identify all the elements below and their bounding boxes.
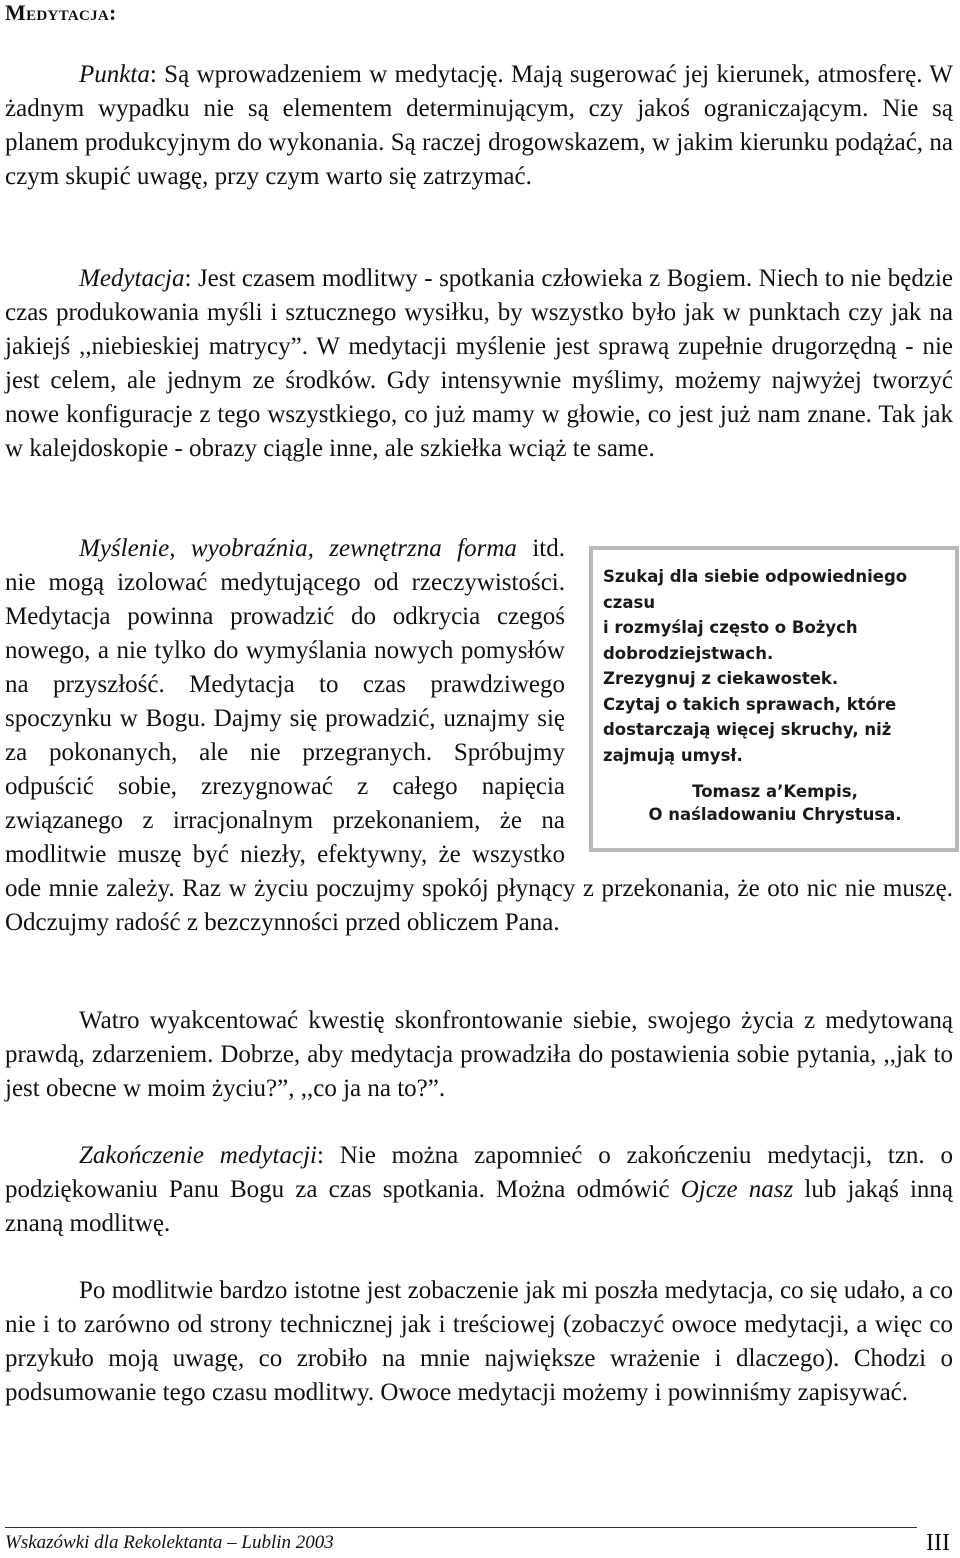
paragraph-punkta-text: : Są wprowadzeniem w medytację. Mają sugerować jej kierunek, atmosferę. W żadnym wypadku nie są elementem determinującym, czy jakoś ograniczającym. Nie są planem produkcyjnym do wykonania. Są raczej drogowskazem, w jakim kierunku podążać, na czym skupić uwagę, przy czym warto się zatrzymać. [5,61,953,190]
paragraph-po-modlitwie [5,1274,953,1410]
quote-line: Czytaj o takich sprawach, które dostarczają więcej skruchy, niż zajmują umysł. [603,694,897,765]
quote-line: i rozmyślaj często o Bożych dobrodziejstwach. [603,618,858,663]
quote-line: Zrezygnuj z ciekawostek. [603,669,839,688]
term-punkta: Punkta [79,61,150,88]
quote-box [589,546,959,852]
quote-work: O naśladowaniu Chrystusa. [648,805,902,824]
paragraph-medytacja [5,262,953,466]
paragraph-watro-text: Watro wyakcentować kwestię skonfrontowanie siebie, swojego życia z medytowaną prawdą, zdarzeniem. Dobrze, aby medytacja prowadziła do postawienia sobie pytania, ,,jak to jest obecne w moim życiu?”, ,,co ja na to?”. [5,1007,953,1102]
paragraph-zakonczenie-text-b: lub jakąś inną znaną modlitwę. [5,1176,953,1237]
paragraph-watro [5,1004,953,1106]
page-number: III [926,1530,950,1556]
section-heading: Medytacja: [5,0,117,25]
paragraph-myslenie-text: itd. nie mogą izolować medytującego od rzeczywistości. Medytacja powinna prowadzić do odkrycia czegoś nowego, a nie tylko do wymyślania nowych pomysłów na przyszłość. Medytacja to czas prawdziwego spoczynku w Bogu. Dajmy się prowadzić, uznajmy się za pokonanych, ale nie przegranych. Spróbujmy odpuścić sobie, zrezygnować z całego napięcia związanego z irracjonalnym przekonaniem, że na modlitwie muszę być niezły, efektywny, że wszystko ode mnie zależy. Raz w życiu poczujmy spokój płynący z przekonania, że oto nic nie muszę. Odczujmy radość z bezczynności przed obliczem Pana. [5,535,953,936]
paragraph-myslenie [5,532,953,940]
paragraph-medytacja-text: : Jest czasem modlitwy - spotkania człowieka z Bogiem. Niech to nie będzie czas produkowania myśli i sztucznego wysiłku, by wszystko było jak w punktach czy jak na jakiejś ,,niebieskiej matrycy”. W medytacji myślenie jest sprawą zupełnie drugorzędną - nie jest celem, ale jednym ze środków. Gdy intensywnie myślimy, możemy najwyżej tworzyć nowe konfiguracje z tego wszystkiego, co już mamy w głowie, co jest już nam znane. Tak jak w kalejdoskopie - obrazy ciągle inne, ale szkiełka wciąż te same. [5,265,953,462]
quote-author: Tomasz a’Kempis, [692,782,858,801]
quote-line: Szukaj dla siebie odpowiedniego czasu [603,567,908,612]
paragraph-punkta [5,58,953,194]
prayer-name: Ojcze nasz [680,1176,794,1203]
term-medytacja: Medytacja [79,265,185,292]
paragraph-po-modlitwie-text: Po modlitwie bardzo istotne jest zobaczenie jak mi poszła medytacja, co się udało, a co nie i to zarówno od strony technicznej jak i treściowej (zobaczyć owoce medytacji, a więc co przykuło moją uwagę, co zrobiło na mnie największe wrażenie i dlaczego). Chodzi o podsumowanie tego czasu modlitwy. Owoce medytacji możemy i powinniśmy zapisywać. [5,1277,953,1406]
footer-title: Wskazówki dla Rekolektanta – Lublin 2003 [5,1532,334,1553]
footer-divider [5,1527,917,1528]
paragraph-zakonczenie-text-a: : Nie można zapomnieć o zakończeniu medytacji, tzn. o podziękowaniu Panu Bogu za czas spotkania. Można odmówić [5,1142,953,1203]
term-myslenie: Myślenie, wyobraźnia, zewnętrzna forma [79,535,517,562]
paragraph-zakonczenie [5,1139,953,1241]
term-zakonczenie: Zakończenie medytacji [79,1142,317,1169]
